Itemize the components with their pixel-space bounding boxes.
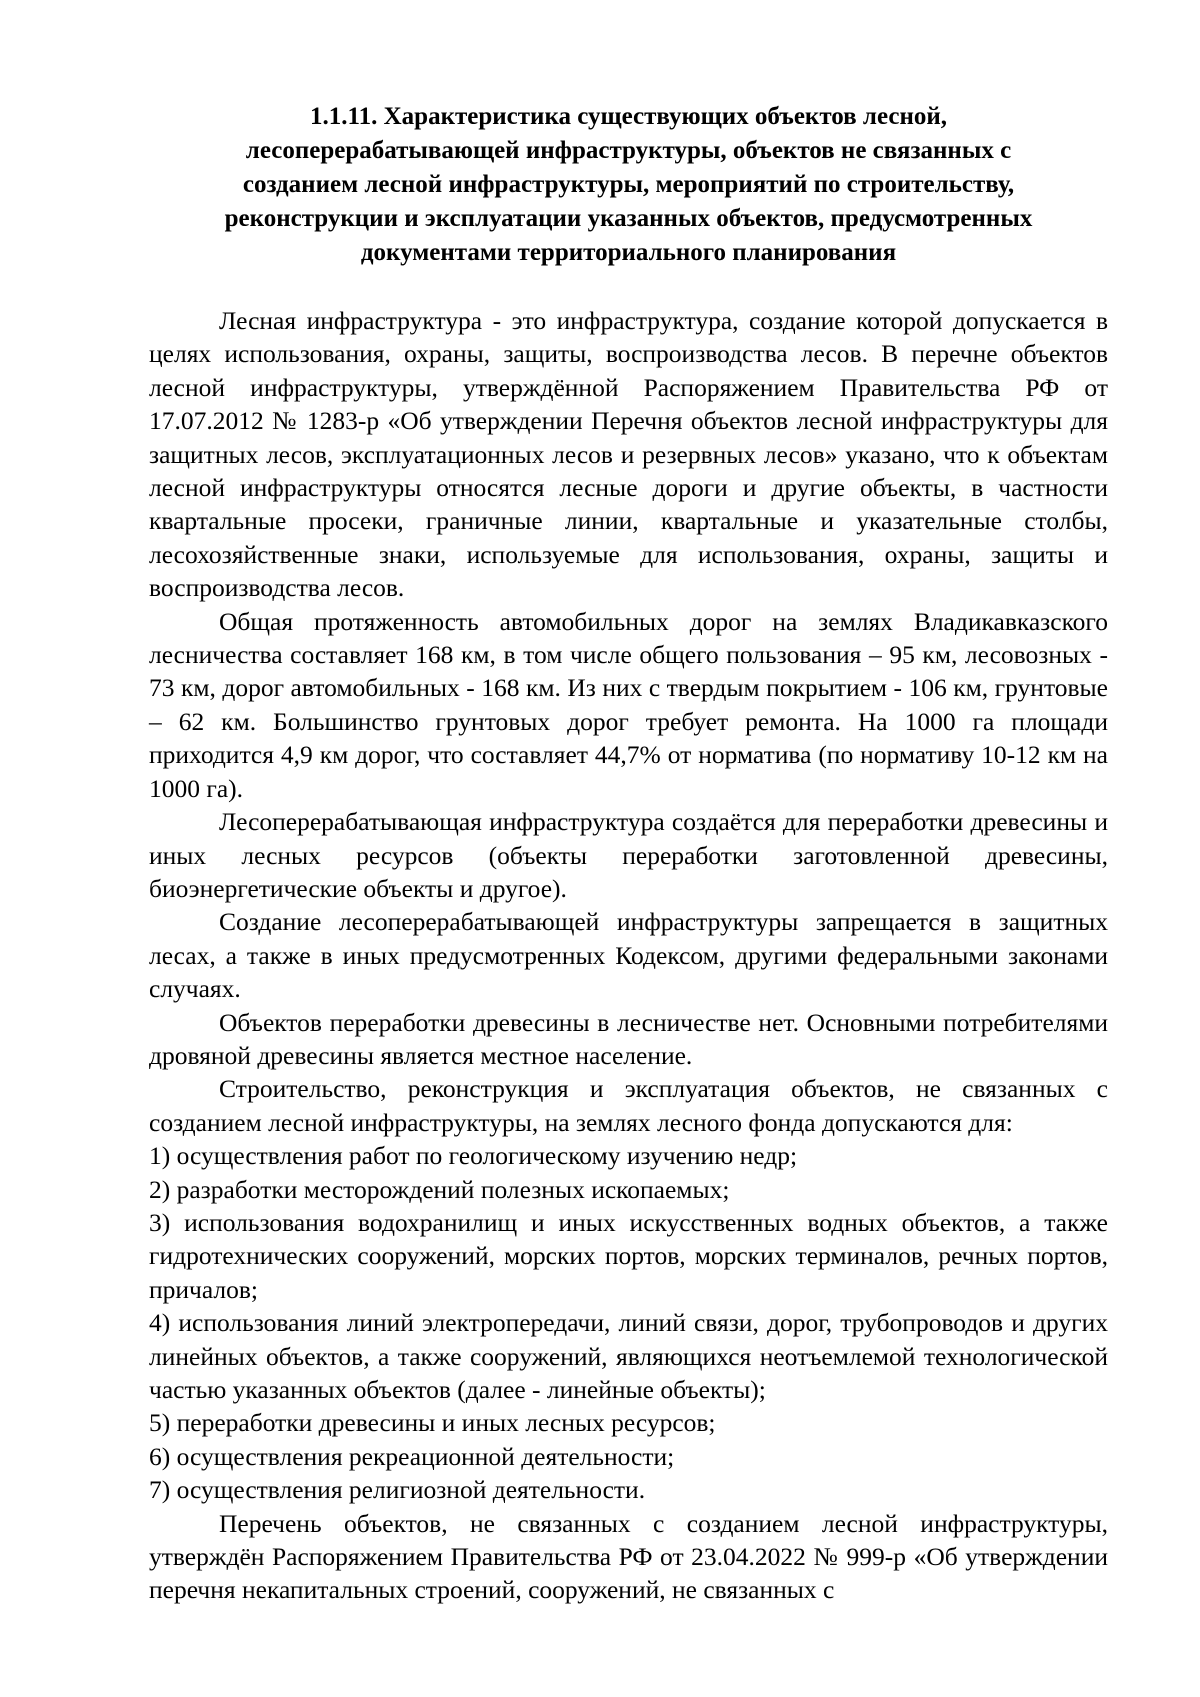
list-item: 7) осуществления религиозной деятельности. — [149, 1475, 646, 1505]
paragraph-forest-infrastructure: Лесная инфраструктура - это инфраструктура, создание которой допускается в целях использования, охраны, защиты, воспроизводства лесов. В перечне объектов лесной инфраструктуры, утверждённой Распоряжением Правительства РФ от 17.07.2012 № 1283-р «Об утверждении Перечня объектов лесной инфраструктуры для защитных лесов, эксплуатационных лесов и резервных лесов» указано, что к объектам лесной инфраструктуры относятся лесные дороги и другие объекты, в частности квартальные просеки, граничные линии, квартальные и указательные столбы, лесохозяйственные знаки, используемые для использования, охраны, защиты и воспроизводства лесов. — [149, 306, 1108, 603]
list-item: 3) использования водохранилищ и иных искусственных водных объектов, а также гидротехнических сооружений, морских портов, морских терминалов, речных портов, причалов; — [149, 1207, 1108, 1304]
title-line: лесоперерабатывающей инфраструктуры, объектов не связанных с — [245, 137, 1012, 164]
paragraph-construction-allowed: Строительство, реконструкция и эксплуатация объектов, не связанных с созданием лесной инфраструктуры, на землях лесного фонда допускаются для: — [149, 1074, 1108, 1137]
title-line: созданием лесной инфраструктуры, мероприятий по строительству, — [242, 171, 1015, 198]
list-item: 5) переработки древесины и иных лесных ресурсов; — [149, 1408, 716, 1438]
title-line: реконструкции и эксплуатации указанных объектов, предусмотренных — [224, 205, 1033, 232]
paragraph-objects-list-decree: Перечень объектов, не связанных с созданием лесной инфраструктуры, утверждён Распоряжением Правительства РФ от 23.04.2022 № 999-р «Об утверждении перечня некапитальных строений, сооружений, не связанных с — [149, 1508, 1108, 1605]
title-line: 1.1.11. Характеристика существующих объектов лесной, — [310, 103, 947, 130]
paragraph-processing-infrastructure: Лесоперерабатывающая инфраструктура создаётся для переработки древесины и иных лесных ресурсов (объекты переработки заготовленной древесины, биоэнергетические объекты и другое). — [149, 807, 1108, 903]
list-item: 2) разработки месторождений полезных ископаемых; — [149, 1174, 730, 1204]
list-item: 4) использования линий электропередачи, линий связи, дорог, трубопроводов и других линейных объектов, а также сооружений, являющихся неотъемлемой технологической частью указанных объектов (далее - линейные объекты); — [149, 1308, 1108, 1404]
list-item: 6) осуществления рекреационной деятельности; — [149, 1441, 675, 1471]
paragraph-no-processing-objects: Объектов переработки древесины в лесничестве нет. Основными потребителями дровяной древесины является местное население. — [149, 1007, 1108, 1070]
paragraph-processing-prohibition: Создание лесоперерабатывающей инфраструктуры запрещается в защитных лесах, а также в иных предусмотренных Кодексом, другими федеральными законами случаях. — [149, 907, 1108, 1004]
paragraph-road-length: Общая протяженность автомобильных дорог на землях Владикавказского лесничества составляет 168 км, в том числе общего пользования – 95 км, лесовозных - 73 км, дорог автомобильных - 168 км. Из них с твердым покрытием - 106 км, грунтовые – 62 км. Большинство грунтовых дорог требует ремонта. На 1000 га площади приходится 4,9 км дорог, что составляет 44,7% от норматива (по нормативу 10-12 км на 1000 га). — [149, 606, 1108, 803]
title-line: документами территориального планирования — [360, 239, 897, 266]
section-title — [149, 100, 1108, 270]
list-item: 1) осуществления работ по геологическому изучению недр; — [149, 1141, 798, 1171]
